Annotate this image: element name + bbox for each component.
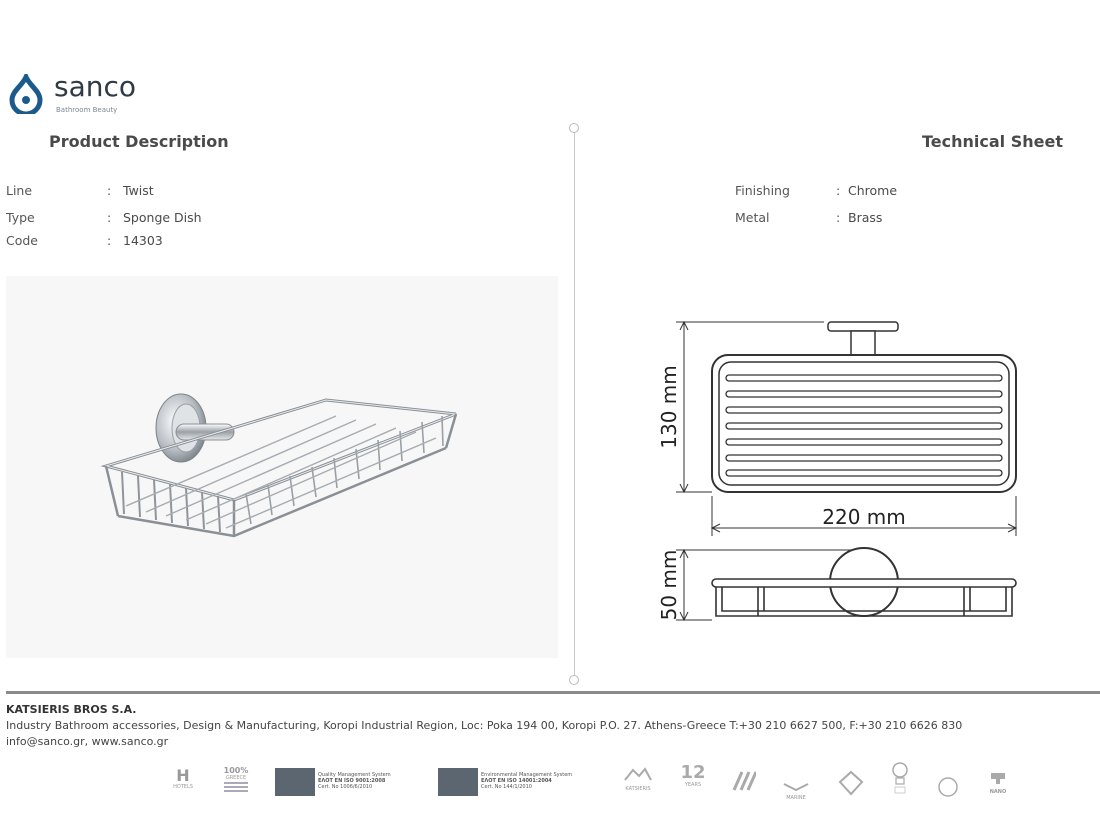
bulb-badge <box>888 760 912 800</box>
spec-sep: : <box>836 183 841 198</box>
spec-sep: : <box>836 210 841 225</box>
shield-badge <box>838 770 864 800</box>
spec-label-line: Line <box>6 183 33 198</box>
spec-label-finishing: Finishing <box>735 183 790 198</box>
iso14001-text: Environmental Management System ΕΛΟΤ EN ISO 14001:2004 Cert. No 144/1/2010 <box>481 772 573 790</box>
spec-label-metal: Metal <box>735 210 770 225</box>
divider-top-dot <box>569 123 579 133</box>
hotels-icon: H <box>176 766 190 785</box>
footer-rule <box>6 691 1100 694</box>
spec-value-metal: Brass <box>848 210 883 225</box>
sponge-dish-illustration <box>6 276 558 658</box>
nano-badge: NANO <box>982 770 1014 795</box>
katsieris-badge: KATSIERIS <box>620 766 656 792</box>
spec-sep: : <box>107 183 112 198</box>
brand-tagline: Bathroom Beauty <box>56 106 118 114</box>
shield-icon <box>838 770 864 796</box>
technical-drawing <box>640 300 1040 640</box>
circle-seal-icon <box>937 776 959 798</box>
divider-bottom-dot <box>569 675 579 685</box>
width-dimension-label: 220 mm <box>822 505 906 529</box>
company-address: Industry Bathroom accessories, Design & Manufacturing, Koropi Industrial Region, Loc: Poka 194 00, Koropi P.O. 27. Athens-Greece T:+30 210 6627 500, F:+30 210 6626 830 <box>6 719 963 732</box>
depth-dimension-label: 50 mm <box>657 549 681 621</box>
spec-label-type: Type <box>6 210 35 225</box>
slashes-badge <box>730 768 756 798</box>
roof-icon <box>623 766 653 782</box>
eurocert-logo-icon <box>438 768 478 796</box>
technical-sheet-heading: Technical Sheet <box>922 132 1063 151</box>
spec-sep: : <box>107 233 112 248</box>
made-in-greece-badge: 100% GREECE <box>220 766 252 792</box>
company-name: KATSIERIS BROS S.A. <box>6 703 137 716</box>
brand-name: sanco <box>54 70 137 103</box>
water-drop-icon <box>6 74 46 114</box>
faucet-icon <box>988 771 1008 785</box>
wave-icon <box>783 781 809 791</box>
spec-value-type: Sponge Dish <box>123 210 202 225</box>
spec-value-code: 14303 <box>123 233 163 248</box>
eco-badge <box>937 776 959 802</box>
lightbulb-icon <box>888 760 912 796</box>
stripes-icon <box>730 768 756 794</box>
sanco-logo <box>6 72 142 120</box>
product-description-heading: Product Description <box>49 132 229 151</box>
height-dimension-label: 130 mm <box>657 365 681 449</box>
spec-sep: : <box>107 210 112 225</box>
company-contact: info@sanco.gr, www.sanco.gr <box>6 735 169 748</box>
iso9001-text: Quality Management System ΕΛΟΤ EN ISO 9001:2008 Cert. No 1006/6/2010 <box>318 772 391 790</box>
greek-flag-icon <box>224 782 248 792</box>
years-badge: 12 YEARS <box>680 762 706 788</box>
column-divider <box>574 128 575 680</box>
hotels-badge: H HOTELS <box>168 768 198 790</box>
spec-value-finishing: Chrome <box>848 183 898 198</box>
marine-badge: MARINE <box>778 776 814 801</box>
spec-value-line: Twist <box>123 183 154 198</box>
product-photo <box>6 276 558 658</box>
eurocert-logo-icon <box>275 768 315 796</box>
spec-label-code: Code <box>6 233 39 248</box>
